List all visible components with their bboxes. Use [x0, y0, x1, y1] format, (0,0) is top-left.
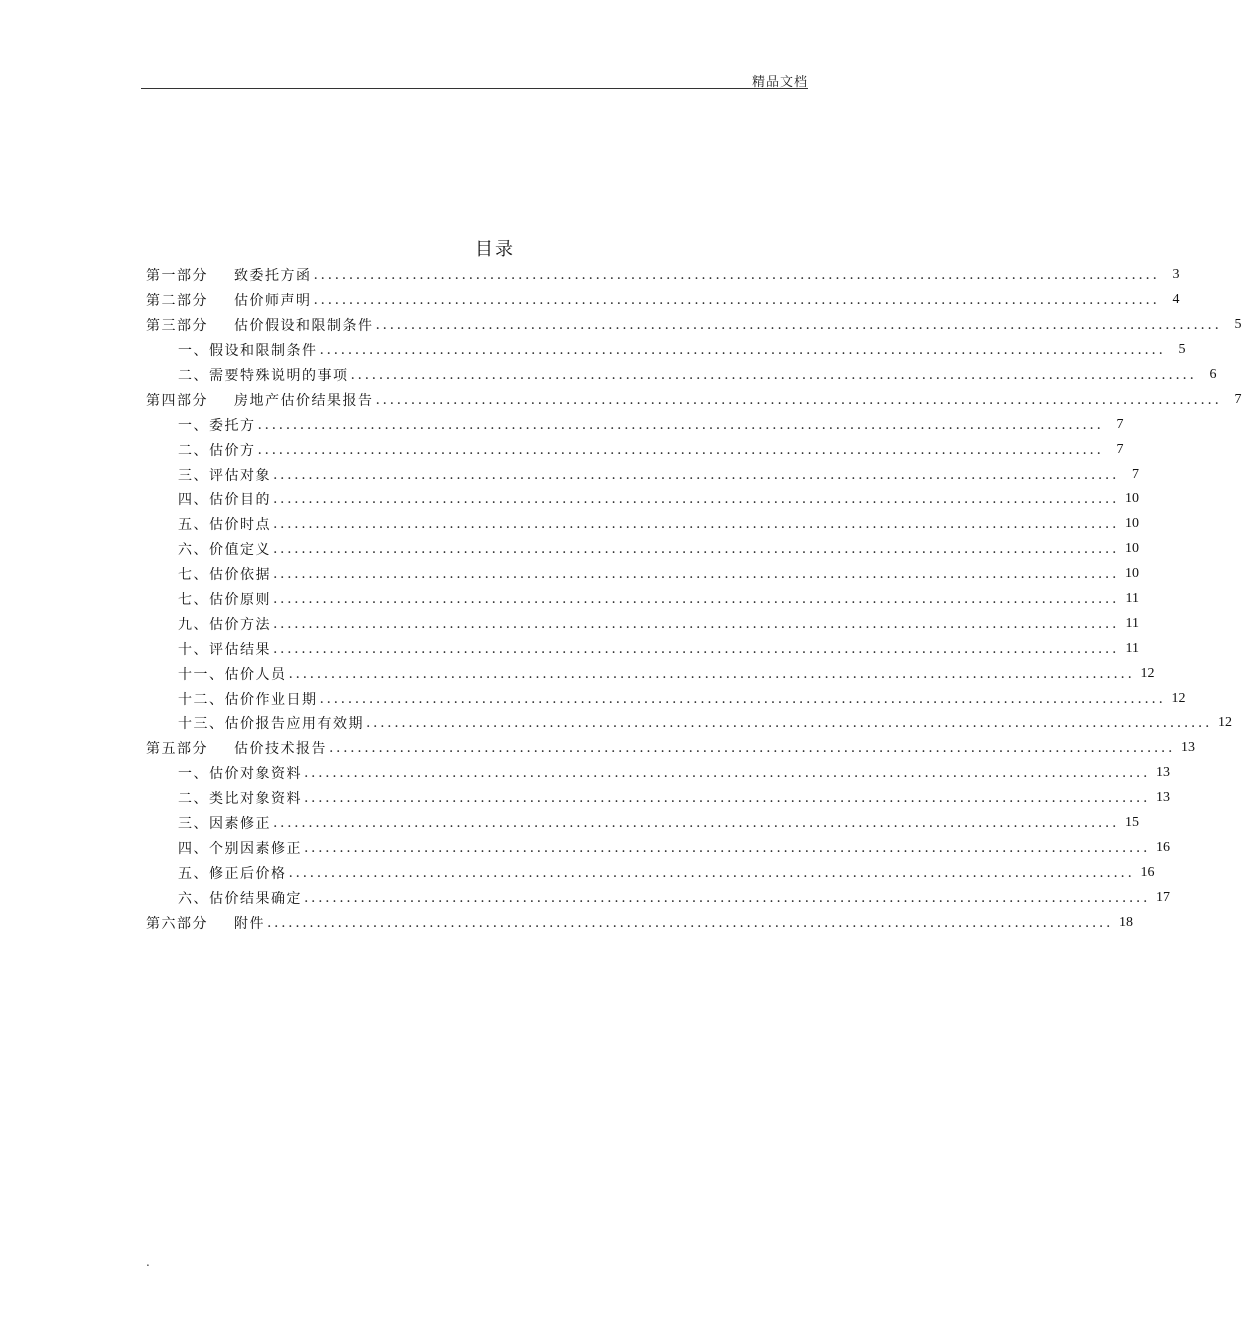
toc-entry-label: 估价技术报告 — [234, 741, 327, 758]
toc-page-number: 4 — [1172, 292, 1180, 308]
toc-dot-leader: ........................................................................................................................ — [319, 342, 1166, 359]
toc-part-entry[interactable] — [146, 263, 1180, 288]
toc-entry-label: 九、估价方法 — [178, 616, 271, 633]
toc-dot-leader: ........................................................................................................................ — [273, 541, 1120, 558]
toc-entry-label: 一、假设和限制条件 — [178, 343, 318, 360]
toc-dot-leader: ........................................................................................................................ — [350, 367, 1197, 383]
toc-dot-leader: ........................................................................................................................ — [375, 317, 1222, 334]
toc-part-entry[interactable] — [146, 288, 1180, 313]
toc-section-entry[interactable] — [146, 562, 1140, 587]
toc-entry-label: 致委托方函 — [234, 268, 312, 285]
toc-dot-leader: ........................................................................................................................ — [313, 267, 1160, 284]
toc-section-entry[interactable] — [146, 636, 1140, 661]
header-divider — [141, 88, 808, 89]
toc-page-number: 7 — [1234, 391, 1242, 407]
toc-section-entry[interactable] — [146, 711, 1233, 736]
toc-dot-leader: ........................................................................................................................ — [329, 740, 1176, 757]
toc-dot-leader: ........................................................................................................................ — [313, 292, 1160, 309]
toc-section-entry[interactable] — [146, 487, 1140, 512]
toc-page-number: 13 — [1156, 790, 1171, 806]
toc-dot-leader: ........................................................................................................................ — [288, 665, 1135, 682]
toc-entry-label: 三、因素修正 — [178, 816, 271, 833]
toc-entry-label: 三、评估对象 — [178, 467, 271, 484]
toc-part-entry[interactable] — [146, 910, 1134, 935]
toc-section-entry[interactable] — [146, 811, 1140, 836]
toc-page-number: 16 — [1140, 864, 1155, 880]
toc-page-number: 17 — [1156, 889, 1171, 905]
toc-dot-leader: ........................................................................................................................ — [366, 715, 1213, 732]
toc-part-entry[interactable] — [146, 313, 1242, 338]
toc-entry-label: 二、需要特殊说明的事项 — [178, 368, 349, 384]
toc-title: 目录 — [475, 239, 515, 260]
toc-dot-leader: ........................................................................................................................ — [273, 466, 1120, 483]
toc-entry-label: 五、修正后价格 — [178, 865, 287, 882]
toc-page-number: 18 — [1119, 914, 1134, 930]
toc-page-number: 11 — [1125, 591, 1140, 607]
toc-dot-leader: ........................................................................................................................ — [267, 914, 1114, 931]
toc-page-number: 10 — [1125, 516, 1140, 532]
toc-page-number: 3 — [1172, 267, 1180, 283]
toc-entry-label: 一、估价对象资料 — [178, 766, 302, 783]
toc-page-number: 7 — [1116, 441, 1124, 457]
toc-entry-label: 六、价值定义 — [178, 542, 271, 559]
toc-dot-leader: ........................................................................................................................ — [375, 391, 1222, 408]
toc-page-number: 12 — [1218, 715, 1233, 731]
toc-dot-leader: ........................................................................................................................ — [304, 765, 1151, 782]
toc-entry-label: 一、委托方 — [178, 417, 256, 434]
toc-dot-leader: ........................................................................................................................ — [304, 839, 1151, 856]
toc-dot-leader: ........................................................................................................................ — [288, 864, 1135, 881]
toc-part-number: 第一部分 — [146, 268, 208, 285]
toc-section-entry[interactable] — [146, 512, 1140, 537]
toc-section-entry[interactable] — [146, 338, 1186, 363]
toc-page-number: 11 — [1125, 615, 1140, 631]
toc-part-entry[interactable] — [146, 387, 1242, 412]
toc-list — [146, 263, 1242, 935]
toc-dot-leader: ........................................................................................................................ — [304, 790, 1151, 807]
toc-page-number: 6 — [1209, 367, 1217, 382]
toc-page-number: 12 — [1140, 665, 1155, 681]
toc-entry-label: 四、个别因素修正 — [178, 840, 302, 857]
toc-page-number: 12 — [1171, 690, 1186, 706]
toc-part-number: 第六部分 — [146, 915, 208, 932]
toc-page-number: 10 — [1125, 566, 1140, 582]
toc-page-number: 13 — [1181, 740, 1196, 756]
toc-section-entry[interactable] — [146, 835, 1171, 860]
toc-entry-label: 房地产估价结果报告 — [234, 392, 374, 409]
toc-page-number: 10 — [1125, 491, 1140, 507]
toc-section-entry[interactable] — [146, 885, 1171, 910]
toc-part-number: 第二部分 — [146, 293, 208, 310]
toc-entry-label: 五、估价时点 — [178, 517, 271, 534]
toc-page-number: 7 — [1132, 466, 1140, 482]
toc-section-entry[interactable] — [146, 860, 1155, 885]
toc-part-number: 第五部分 — [146, 741, 208, 758]
toc-page-number: 5 — [1178, 342, 1186, 358]
toc-dot-leader: ........................................................................................................................ — [273, 516, 1120, 533]
toc-section-entry[interactable] — [146, 437, 1124, 462]
toc-dot-leader: ........................................................................................................................ — [304, 889, 1151, 906]
toc-dot-leader: ........................................................................................................................ — [257, 441, 1104, 458]
toc-entry-label: 十一、估价人员 — [178, 666, 287, 683]
toc-entry-label: 七、估价原则 — [178, 592, 271, 609]
toc-page-number: 10 — [1125, 541, 1140, 557]
toc-section-entry[interactable] — [146, 611, 1140, 636]
toc-section-entry[interactable] — [146, 686, 1186, 711]
toc-dot-leader: ........................................................................................................................ — [257, 416, 1104, 433]
toc-dot-leader: ........................................................................................................................ — [273, 491, 1120, 508]
toc-section-entry[interactable] — [146, 761, 1171, 786]
toc-page-number: 13 — [1156, 765, 1171, 781]
toc-part-entry[interactable] — [146, 736, 1196, 761]
toc-section-entry[interactable] — [146, 537, 1140, 562]
toc-section-entry[interactable] — [146, 661, 1155, 686]
toc-dot-leader: ........................................................................................................................ — [273, 640, 1120, 657]
toc-dot-leader: ........................................................................................................................ — [273, 615, 1120, 632]
toc-entry-label: 十三、估价报告应用有效期 — [178, 716, 364, 733]
toc-page-number: 5 — [1234, 317, 1242, 333]
toc-entry-label: 估价假设和限制条件 — [234, 318, 374, 335]
toc-section-entry[interactable] — [146, 363, 1217, 388]
toc-dot-leader: ........................................................................................................................ — [273, 566, 1120, 583]
toc-page-number: 15 — [1125, 815, 1140, 831]
toc-section-entry[interactable] — [146, 412, 1124, 437]
toc-entry-label: 二、类比对象资料 — [178, 791, 302, 808]
toc-part-number: 第三部分 — [146, 318, 208, 335]
toc-entry-label: 十、评估结果 — [178, 641, 271, 658]
toc-dot-leader: ........................................................................................................................ — [273, 591, 1120, 608]
toc-dot-leader: ........................................................................................................................ — [319, 690, 1166, 707]
toc-part-number: 第四部分 — [146, 392, 208, 409]
page-header-text: 精品文档 — [751, 75, 808, 90]
toc-section-entry[interactable] — [146, 462, 1140, 487]
toc-section-entry[interactable] — [146, 786, 1171, 811]
toc-entry-label: 四、估价目的 — [178, 492, 271, 509]
toc-entry-label: 七、估价依据 — [178, 567, 271, 584]
toc-dot-leader: ........................................................................................................................ — [273, 815, 1120, 832]
footer-mark: . — [146, 1255, 150, 1269]
toc-page-number: 7 — [1116, 416, 1124, 432]
toc-entry-label: 估价师声明 — [234, 293, 312, 310]
toc-section-entry[interactable] — [146, 587, 1140, 612]
toc-entry-label: 六、估价结果确定 — [178, 890, 302, 907]
toc-page-number: 16 — [1156, 839, 1171, 855]
toc-entry-label: 二、估价方 — [178, 442, 256, 459]
toc-entry-label: 附件 — [234, 915, 265, 932]
toc-page-number: 11 — [1125, 640, 1140, 656]
toc-entry-label: 十二、估价作业日期 — [178, 691, 318, 708]
